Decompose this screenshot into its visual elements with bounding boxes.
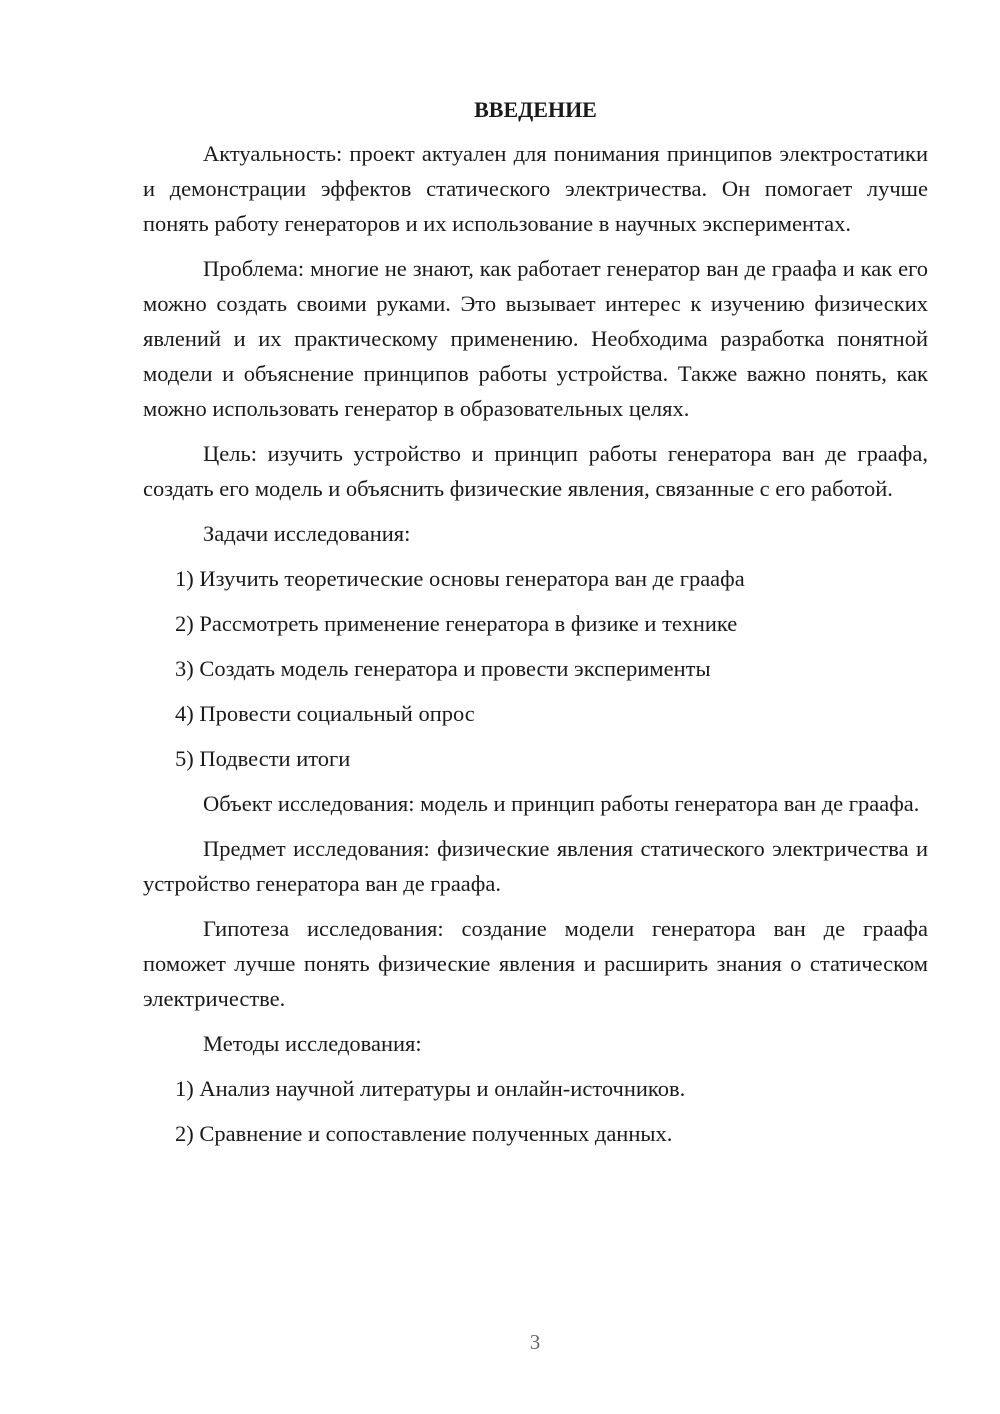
- method-item: 1) Анализ научной литературы и онлайн-источников.: [175, 1076, 686, 1101]
- methods-list: [143, 1071, 928, 1151]
- methods-heading: Методы исследования:: [203, 1031, 422, 1056]
- task-item: 3) Создать модель генератора и провести эксперименты: [175, 656, 711, 681]
- hypothesis-paragraph: Гипотеза исследования: создание модели генератора ван де граафа поможет лучше понять физические явления и расширить знания о статическом электричестве.: [143, 916, 928, 1011]
- object-paragraph: Объект исследования: модель и принцип работы генератора ван де граафа.: [203, 791, 920, 816]
- task-item: 4) Провести социальный опрос: [175, 701, 475, 726]
- tasks-heading: Задачи исследования:: [203, 521, 411, 546]
- task-item: 1) Изучить теоретические основы генератора ван де граафа: [175, 566, 745, 591]
- problem-paragraph: Проблема: многие не знают, как работает генератор ван де граафа и как его можно создать своими руками. Это вызывает интерес к изучению физических явлений и их практическому применению. Необходима разработка понятной модели и объяснение принципов работы устройства. Также важно понять, как можно использовать генератор в образовательных целях.: [143, 256, 928, 421]
- tasks-list: [143, 561, 928, 776]
- relevance-paragraph: Актуальность: проект актуален для понимания принципов электростатики и демонстрации эффектов статического электричества. Он помогает лучше понять работу генераторов и их использование в научных экспериментах.: [143, 141, 928, 236]
- subject-paragraph: Предмет исследования: физические явления статического электричества и устройство генератора ван де граафа.: [143, 836, 928, 896]
- document-page: [143, 92, 928, 1161]
- task-item: 2) Рассмотреть применение генератора в физике и технике: [175, 611, 738, 636]
- method-item: 2) Сравнение и сопоставление полученных данных.: [175, 1121, 673, 1146]
- section-title: ВВЕДЕНИЕ: [474, 97, 597, 122]
- goal-paragraph: Цель: изучить устройство и принцип работы генератора ван де граафа, создать его модель и объяснить физические явления, связанные с его работой.: [143, 441, 928, 501]
- task-item: 5) Подвести итоги: [175, 746, 351, 771]
- page-number: 3: [529, 1330, 541, 1354]
